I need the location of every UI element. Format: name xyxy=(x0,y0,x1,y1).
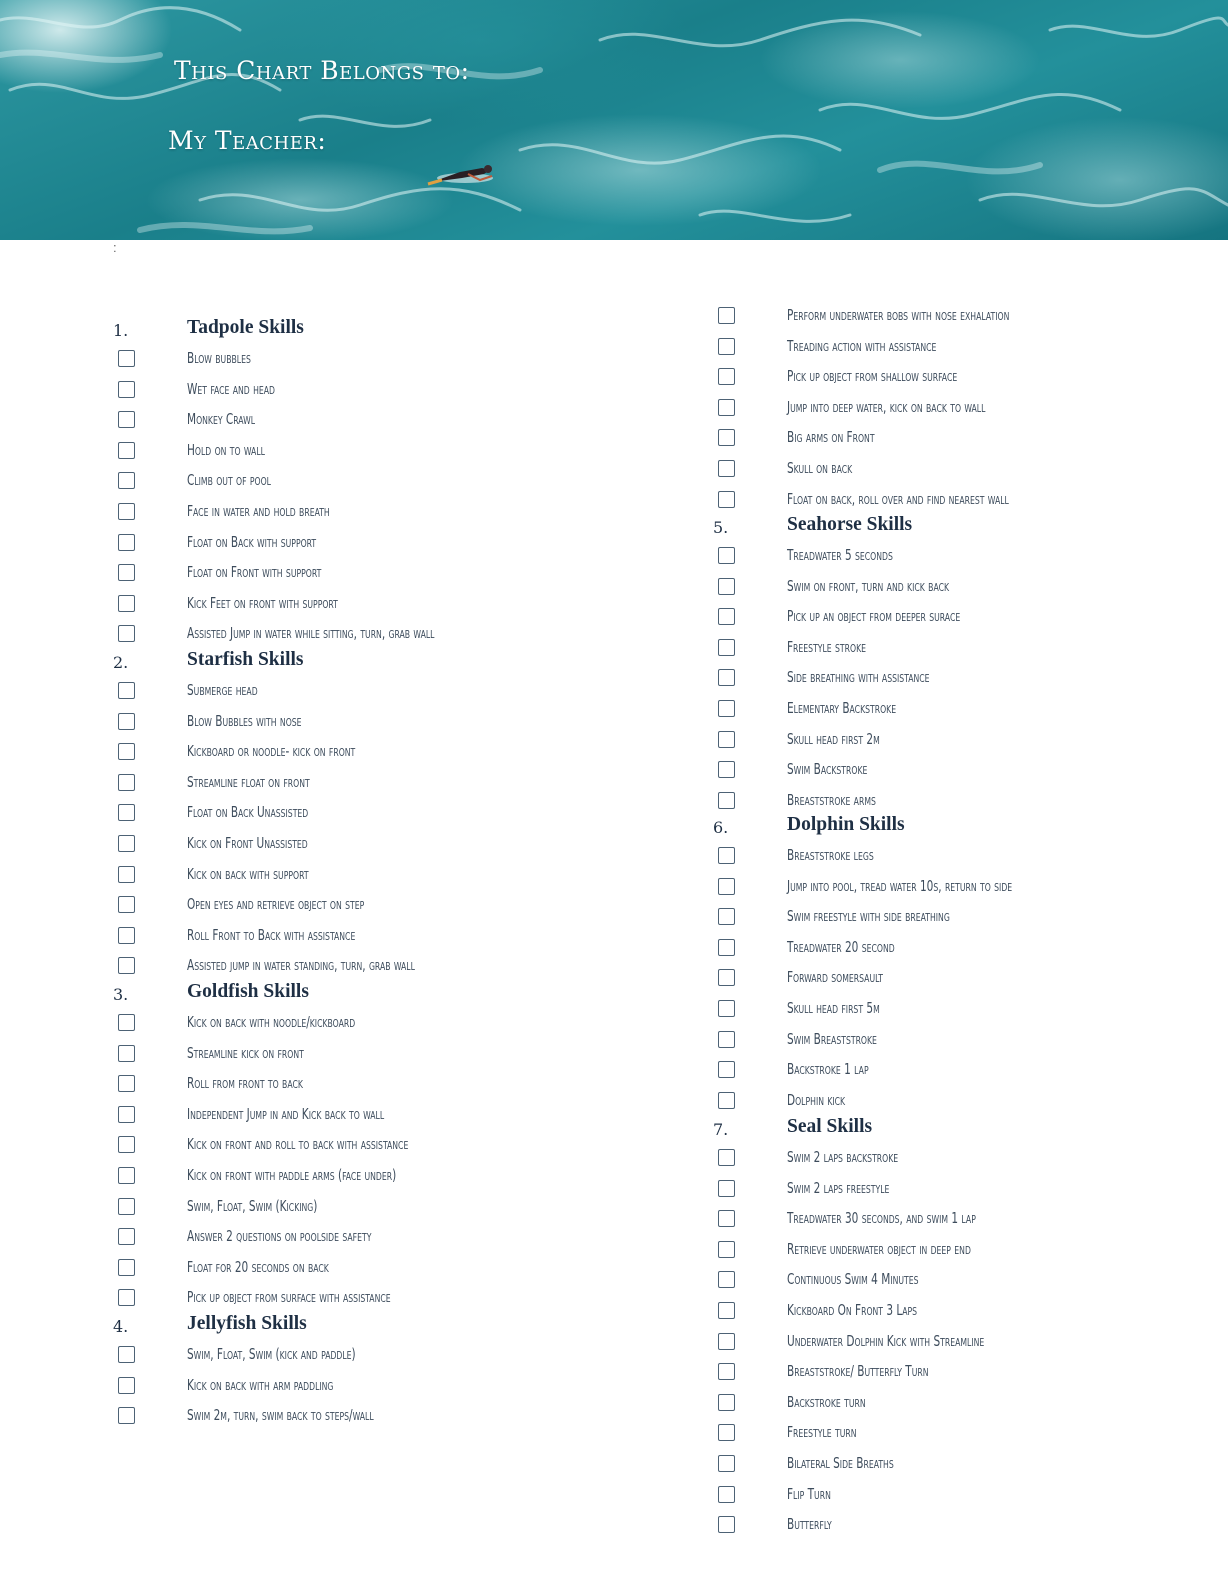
skill-checkbox[interactable] xyxy=(118,713,135,730)
skill-label: Roll Front to Back with assistance xyxy=(187,925,356,944)
skill-checkbox[interactable] xyxy=(718,608,735,625)
skill-label: Kick Feet on front with support xyxy=(187,593,338,612)
skill-label: Bilateral Side Breaths xyxy=(787,1454,894,1472)
section-number: 3. xyxy=(113,985,129,1004)
skill-label: Pick up object from shallow surface xyxy=(787,367,958,386)
skill-label: Breaststroke legs xyxy=(787,846,874,864)
skill-checkbox[interactable] xyxy=(118,804,135,821)
skill-checkbox[interactable] xyxy=(118,1289,135,1306)
skill-checkbox[interactable] xyxy=(718,669,735,686)
skill-label: Kick on front with paddle arms (face under) xyxy=(187,1166,397,1184)
skill-checkbox[interactable] xyxy=(118,1346,135,1363)
skill-checkbox[interactable] xyxy=(718,1031,735,1048)
skill-label: Continuous Swim 4 Minutes xyxy=(787,1270,919,1289)
skill-label: Pick up object from surface with assistance xyxy=(187,1288,391,1307)
skill-checkbox[interactable] xyxy=(718,547,735,564)
skill-label: Kick on Front Unassisted xyxy=(187,834,308,852)
skill-checkbox[interactable] xyxy=(718,1241,735,1258)
skill-checkbox[interactable] xyxy=(118,927,135,944)
section-number: 7. xyxy=(713,1120,729,1139)
skill-label: Swim Backstroke xyxy=(787,760,868,779)
skill-label: Kick on back with arm paddling xyxy=(187,1375,334,1394)
skill-checkbox[interactable] xyxy=(718,761,735,778)
skill-checkbox[interactable] xyxy=(118,957,135,974)
section-title: Dolphin Skills xyxy=(787,814,905,835)
skill-label: Retrieve underwater object in deep end xyxy=(787,1239,971,1258)
skill-label: Forward somersault xyxy=(787,968,883,987)
skill-label: Butterfly xyxy=(787,1515,832,1534)
skill-checkbox[interactable] xyxy=(718,1302,735,1319)
skill-checkbox[interactable] xyxy=(718,969,735,986)
skill-checkbox[interactable] xyxy=(718,578,735,595)
skill-checkbox[interactable] xyxy=(118,472,135,489)
section-title: Starfish Skills xyxy=(187,649,304,670)
skill-label: Skull on back xyxy=(787,459,853,477)
skill-checkbox[interactable] xyxy=(118,534,135,551)
skill-checkbox[interactable] xyxy=(718,939,735,956)
skill-label: Swim, Float, Swim (kick and paddle) xyxy=(187,1345,356,1363)
skill-checkbox[interactable] xyxy=(718,1210,735,1227)
skill-label: Swim freestyle with side breathing xyxy=(787,907,950,926)
section-title: Jellyfish Skills xyxy=(187,1313,307,1334)
teacher-label: My Teacher: xyxy=(168,126,327,155)
skill-label: Kick on back with support xyxy=(187,864,309,883)
skill-checkbox[interactable] xyxy=(718,1271,735,1288)
swimmer-illustration xyxy=(420,158,510,194)
skill-checkbox[interactable] xyxy=(118,835,135,852)
skill-checkbox[interactable] xyxy=(718,491,735,508)
skill-checkbox[interactable] xyxy=(118,1075,135,1092)
skill-checkbox[interactable] xyxy=(718,1486,735,1503)
skill-label: Independent Jump in and Kick back to wall xyxy=(187,1104,385,1123)
skill-checkbox[interactable] xyxy=(718,847,735,864)
skill-checkbox[interactable] xyxy=(718,731,735,748)
skill-checkbox[interactable] xyxy=(718,1424,735,1441)
skill-checkbox[interactable] xyxy=(718,1333,735,1350)
skill-checkbox[interactable] xyxy=(718,1516,735,1533)
skill-label: Breaststroke arms xyxy=(787,790,876,809)
skill-checkbox[interactable] xyxy=(118,743,135,760)
skill-checkbox[interactable] xyxy=(718,1000,735,1017)
skill-checkbox[interactable] xyxy=(718,399,735,416)
skill-label: Freestyle stroke xyxy=(787,637,867,656)
skill-checkbox[interactable] xyxy=(718,639,735,656)
skill-label: Assisted jump in water standing, turn, grab wall xyxy=(187,956,415,975)
skill-label: Backstroke 1 lap xyxy=(787,1060,869,1079)
skill-label: Jump into pool, tread water 10s, return to side xyxy=(787,876,1013,895)
skill-label: Float for 20 seconds on back xyxy=(187,1257,329,1276)
skill-label: Elementary Backstroke xyxy=(787,699,897,717)
skill-checkbox[interactable] xyxy=(118,1014,135,1031)
skill-label: Climb out of pool xyxy=(187,471,271,490)
skill-label: Pick up an object from deeper surace xyxy=(787,607,961,626)
skill-label: Float on Front with support xyxy=(187,563,322,582)
skill-label: Swim on front, turn and kick back xyxy=(787,576,950,595)
skill-checkbox[interactable] xyxy=(118,774,135,791)
skill-checkbox[interactable] xyxy=(718,429,735,446)
skill-checkbox[interactable] xyxy=(118,564,135,581)
skill-checkbox[interactable] xyxy=(718,878,735,895)
skill-label: Flip Turn xyxy=(787,1484,831,1503)
skill-checkbox[interactable] xyxy=(718,1061,735,1078)
skill-label: Roll from front to back xyxy=(187,1074,303,1093)
skill-checkbox[interactable] xyxy=(718,368,735,385)
skill-checkbox[interactable] xyxy=(118,411,135,428)
skill-checkbox[interactable] xyxy=(118,503,135,520)
skill-label: Treading action with assistance xyxy=(787,336,937,355)
skill-checkbox[interactable] xyxy=(118,1259,135,1276)
skill-label: Swim, Float, Swim (Kicking) xyxy=(187,1196,318,1215)
skill-label: Kickboard On Front 3 Laps xyxy=(787,1301,918,1319)
skill-checkbox[interactable] xyxy=(718,307,735,324)
stray-colon: : xyxy=(113,240,117,255)
skill-label: Kickboard or noodle- kick on front xyxy=(187,742,356,761)
skill-checkbox[interactable] xyxy=(718,792,735,809)
skill-checkbox[interactable] xyxy=(718,1394,735,1411)
skill-checkbox[interactable] xyxy=(118,1136,135,1153)
skill-label: Monkey Crawl xyxy=(187,410,256,429)
skill-checkbox[interactable] xyxy=(118,1407,135,1424)
skill-label: Perform underwater bobs with nose exhalation xyxy=(787,306,1010,324)
skill-label: Blow Bubbles with nose xyxy=(187,711,302,730)
skill-label: Dolphin kick xyxy=(787,1090,846,1109)
skill-label: Face in water and hold breath xyxy=(187,502,330,520)
skill-checkbox[interactable] xyxy=(118,625,135,642)
skill-checkbox[interactable] xyxy=(718,338,735,355)
skill-checkbox[interactable] xyxy=(118,442,135,459)
skill-checkbox[interactable] xyxy=(118,682,135,699)
section-number: 5. xyxy=(713,518,729,537)
skill-checkbox[interactable] xyxy=(118,1377,135,1394)
skill-checkbox[interactable] xyxy=(718,1363,735,1380)
skill-label: Assisted Jump in water while sitting, turn, grab wall xyxy=(187,624,435,643)
skill-checkbox[interactable] xyxy=(718,908,735,925)
skill-label: Treadwater 30 seconds, and swim 1 lap xyxy=(787,1209,976,1228)
section-title: Seal Skills xyxy=(787,1116,873,1137)
skill-checkbox[interactable] xyxy=(718,1092,735,1109)
skill-label: Open eyes and retrieve object on step xyxy=(187,895,365,914)
skill-label: Freestyle turn xyxy=(787,1423,857,1442)
skill-label: Float on back, roll over and find nearest wall xyxy=(787,489,1009,508)
skill-checkbox[interactable] xyxy=(718,460,735,477)
skill-label: Underwater Dolphin Kick with Streamline xyxy=(787,1331,985,1350)
skill-label: Jump into deep water, kick on back to wall xyxy=(787,397,986,416)
skill-checkbox[interactable] xyxy=(718,700,735,717)
skill-label: Answer 2 questions on poolside safety xyxy=(187,1227,372,1246)
section-title: Tadpole Skills xyxy=(187,317,304,338)
section-number: 4. xyxy=(113,1317,129,1336)
skill-label: Wet face and head xyxy=(187,379,275,398)
section-number: 6. xyxy=(713,818,729,837)
skill-checkbox[interactable] xyxy=(118,381,135,398)
ocean-foam-texture xyxy=(0,0,1228,240)
skill-checkbox[interactable] xyxy=(118,350,135,367)
skill-label: Float on Back Unassisted xyxy=(187,803,309,822)
skill-checkbox[interactable] xyxy=(118,1228,135,1245)
skill-label: Skull head first 5m xyxy=(787,999,880,1017)
skill-label: Swim 2m, turn, swim back to steps/wall xyxy=(187,1406,374,1425)
skill-label: Side breathing with assistance xyxy=(787,668,930,687)
skill-label: Skull head first 2m xyxy=(787,729,880,748)
skill-label: Kick on back with noodle/kickboard xyxy=(187,1013,356,1031)
section-title: Goldfish Skills xyxy=(187,981,309,1002)
skill-label: Hold on to wall xyxy=(187,440,265,459)
skill-checkbox[interactable] xyxy=(118,1106,135,1123)
skill-checkbox[interactable] xyxy=(118,896,135,913)
skill-label: Swim 2 laps backstroke xyxy=(787,1148,899,1166)
skill-checkbox[interactable] xyxy=(118,1198,135,1215)
skill-label: Swim 2 laps freestyle xyxy=(787,1178,890,1197)
skill-checkbox[interactable] xyxy=(118,1045,135,1062)
skill-checkbox[interactable] xyxy=(718,1455,735,1472)
skill-label: Streamline float on front xyxy=(187,772,310,791)
skill-label: Submerge head xyxy=(187,681,258,699)
skill-label: Blow bubbles xyxy=(187,349,251,367)
section-number: 2. xyxy=(113,653,129,672)
header-banner xyxy=(0,0,1228,240)
skill-checkbox[interactable] xyxy=(718,1149,735,1166)
skill-label: Kick on front and roll to back with assistance xyxy=(187,1135,409,1154)
skill-label: Treadwater 20 second xyxy=(787,937,895,956)
skill-label: Backstroke turn xyxy=(787,1392,866,1411)
chart-owner-label: This Chart Belongs to: xyxy=(174,56,470,85)
section-number: 1. xyxy=(113,321,129,340)
skill-label: Streamline kick on front xyxy=(187,1043,304,1062)
skill-label: Swim Breaststroke xyxy=(787,1029,877,1048)
skill-label: Treadwater 5 seconds xyxy=(787,546,893,564)
skill-label: Float on Back with support xyxy=(187,532,317,551)
skill-checkbox[interactable] xyxy=(118,866,135,883)
section-title: Seahorse Skills xyxy=(787,514,913,535)
skill-label: Breaststroke/ Butterfly Turn xyxy=(787,1362,929,1381)
skill-checkbox[interactable] xyxy=(118,595,135,612)
skill-checkbox[interactable] xyxy=(118,1167,135,1184)
skill-checkbox[interactable] xyxy=(718,1180,735,1197)
skill-label: Big arms on Front xyxy=(787,428,875,447)
